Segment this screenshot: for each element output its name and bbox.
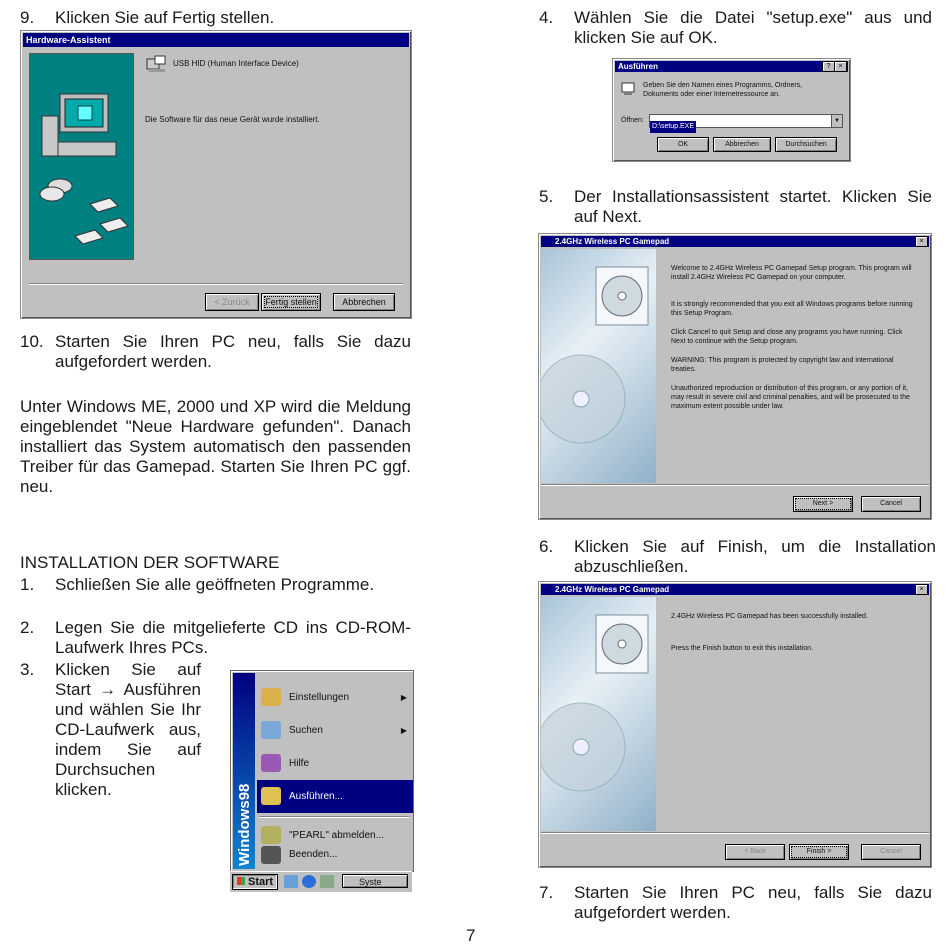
- windows-logo-icon: [237, 877, 245, 885]
- dialog-title: 2.4GHz Wireless PC Gamepad: [541, 584, 929, 595]
- separator: [541, 484, 929, 486]
- usb-device-icon: [145, 53, 167, 75]
- cd-illustration: [541, 249, 656, 483]
- search-icon: [261, 721, 281, 739]
- menu-item-label: Hilfe: [289, 758, 310, 769]
- menu-item-label: Ausführen...: [289, 791, 343, 802]
- help-icon[interactable]: ?: [822, 61, 835, 72]
- device-name: USB HID (Human Interface Device): [173, 59, 299, 68]
- menu-item-label: "PEARL" abmelden...: [289, 830, 384, 841]
- separator: [541, 832, 929, 834]
- open-input[interactable]: [649, 114, 843, 128]
- finish-instructions: Press the Finish button to exit this installation.: [671, 645, 814, 652]
- step-text: Klicken Sie auf Fertig stellen.: [55, 8, 275, 27]
- separator: [29, 283, 403, 285]
- submenu-arrow-icon: ▶: [400, 693, 407, 702]
- finish-button[interactable]: Finish >: [789, 844, 849, 860]
- step-text: Wählen Sie die Datei "setup.exe" aus und klicken Sie auf OK.: [574, 8, 932, 47]
- menu-item-label: Suchen: [289, 725, 323, 736]
- run-dialog: [612, 58, 851, 162]
- open-input-value: D:\setup.EXE: [650, 121, 696, 133]
- start-menu: [230, 670, 414, 872]
- install-message: Die Software für das neue Gerät wurde installiert.: [145, 115, 320, 124]
- cancel-button[interactable]: Cancel: [861, 844, 921, 860]
- computer-cd-illustration: [30, 54, 133, 259]
- step-text: Starten Sie Ihren PC neu, falls Sie dazu aufgefordert werden.: [55, 332, 411, 371]
- menu-item-beenden[interactable]: [257, 840, 413, 870]
- cancel-button[interactable]: Abbrechen: [333, 293, 395, 311]
- page-number: 7: [466, 926, 476, 945]
- step-text: Schließen Sie alle geöffneten Programme.: [55, 575, 375, 594]
- browse-button[interactable]: Durchsuchen: [775, 137, 837, 152]
- step-number: 9.: [20, 8, 35, 27]
- desktop-icon[interactable]: [284, 875, 298, 888]
- legal-text: Unauthorized reproduction or distribution of this program, or any portion of it, may result in severe civil and criminal penalties, and will be prosecuted to the maximum extent possible under law.: [671, 385, 910, 410]
- ie-icon[interactable]: [302, 875, 316, 888]
- step-number: 5.: [539, 187, 554, 206]
- step-text: Der Installationsassistent startet. Klicken Sie auf Next.: [574, 187, 932, 226]
- back-button[interactable]: < Back: [725, 844, 785, 860]
- start-label: Start: [248, 876, 274, 888]
- setup-finish-dialog: [538, 581, 932, 868]
- ok-button[interactable]: OK: [657, 137, 709, 152]
- shutdown-icon: [261, 846, 281, 864]
- menu-item-suchen[interactable]: [257, 714, 413, 747]
- menu-item-label: Beenden...: [289, 849, 338, 860]
- windows98-brand: Windows98: [236, 783, 253, 866]
- taskbar-system-button[interactable]: Syste: [342, 874, 408, 888]
- step-text: Klicken Sie auf Finish, um die Installation abzuschließen.: [574, 537, 936, 576]
- start-button[interactable]: [232, 874, 278, 890]
- cd-disc-icon: [541, 597, 656, 831]
- step-number: 2.: [20, 618, 35, 637]
- step-number: 6.: [539, 537, 554, 556]
- start-menu-banner: [233, 673, 255, 869]
- help-icon: [261, 754, 281, 772]
- cancel-button[interactable]: Abbrechen: [713, 137, 771, 152]
- recommend-text: It is strongly recommended that you exit all Windows programs before running this Setup Program.: [671, 301, 913, 317]
- channel-icon[interactable]: [320, 875, 334, 888]
- dialog-title: 2.4GHz Wireless PC Gamepad: [541, 236, 929, 247]
- taskbar: [230, 871, 412, 892]
- warning-text: WARNING: This program is protected by copyright law and international treaties.: [671, 357, 894, 373]
- section-heading: INSTALLATION DER SOFTWARE: [20, 553, 280, 572]
- step-number: 7.: [539, 883, 554, 902]
- close-icon[interactable]: ×: [915, 236, 928, 247]
- success-text: 2.4GHz Wireless PC Gamepad has been successfully installed.: [671, 613, 868, 620]
- menu-item-einstellungen[interactable]: [257, 681, 413, 714]
- step-text: Klicken Sie auf Start → Ausführen und wählen Sie Ihr CD-Laufwerk aus, indem Sie auf Durchsuchen klicken.: [55, 660, 201, 799]
- menu-item-ausfuehren[interactable]: [257, 780, 413, 813]
- hardware-assistant-dialog: [20, 30, 412, 319]
- menu-separator: [259, 816, 409, 818]
- run-icon: [621, 81, 635, 97]
- settings-icon: [261, 688, 281, 706]
- step-number: 3.: [20, 660, 35, 679]
- submenu-arrow-icon: ▶: [400, 726, 407, 735]
- step-number: 4.: [539, 8, 554, 27]
- welcome-text: Welcome to 2.4GHz Wireless PC Gamepad Setup program. This program will install 2.4GHz Wireless PC Gamepad on your computer.: [671, 265, 912, 281]
- setup-welcome-dialog: [538, 233, 932, 520]
- cd-disc-icon: [541, 249, 656, 483]
- run-icon: [261, 787, 281, 805]
- step-text: Legen Sie die mitgelieferte CD ins CD-ROM-Laufwerk Ihres PCs.: [55, 618, 411, 657]
- close-icon[interactable]: ×: [834, 61, 847, 72]
- instructions-text: Click Cancel to quit Setup and close any programs you have running. Click Next to continue with the Setup program.: [671, 329, 903, 345]
- dialog-title: Ausführen: [615, 61, 848, 72]
- cd-illustration: [541, 597, 656, 831]
- menu-item-hilfe[interactable]: [257, 747, 413, 780]
- step-number: 1.: [20, 575, 35, 594]
- finish-button[interactable]: Fertig stellen: [261, 293, 321, 311]
- wizard-illustration: [29, 53, 134, 260]
- body-paragraph: Unter Windows ME, 2000 und XP wird die Meldung eingeblendet "Neue Hardware gefunden". Danach installiert das System automatisch den passenden Treiber für das Gamepad. Starten Sie Ihren PC ggf. neu.: [20, 397, 411, 496]
- run-description: Geben Sie den Namen eines Programms, Ordners, Dokuments oder einer Internetressource an.: [643, 82, 803, 98]
- open-label: Öffnen:: [621, 117, 644, 124]
- step-text: Starten Sie Ihren PC neu, falls Sie dazu aufgefordert werden.: [574, 883, 932, 922]
- cancel-button[interactable]: Cancel: [861, 496, 921, 512]
- chevron-down-icon[interactable]: ▼: [831, 115, 842, 127]
- back-button[interactable]: < Zurück: [205, 293, 259, 311]
- next-button[interactable]: Next >: [793, 496, 853, 512]
- step-number: 10.: [20, 332, 44, 351]
- dialog-title: Hardware-Assistent: [23, 33, 409, 47]
- close-icon[interactable]: ×: [915, 584, 928, 595]
- menu-item-label: Einstellungen: [289, 692, 350, 703]
